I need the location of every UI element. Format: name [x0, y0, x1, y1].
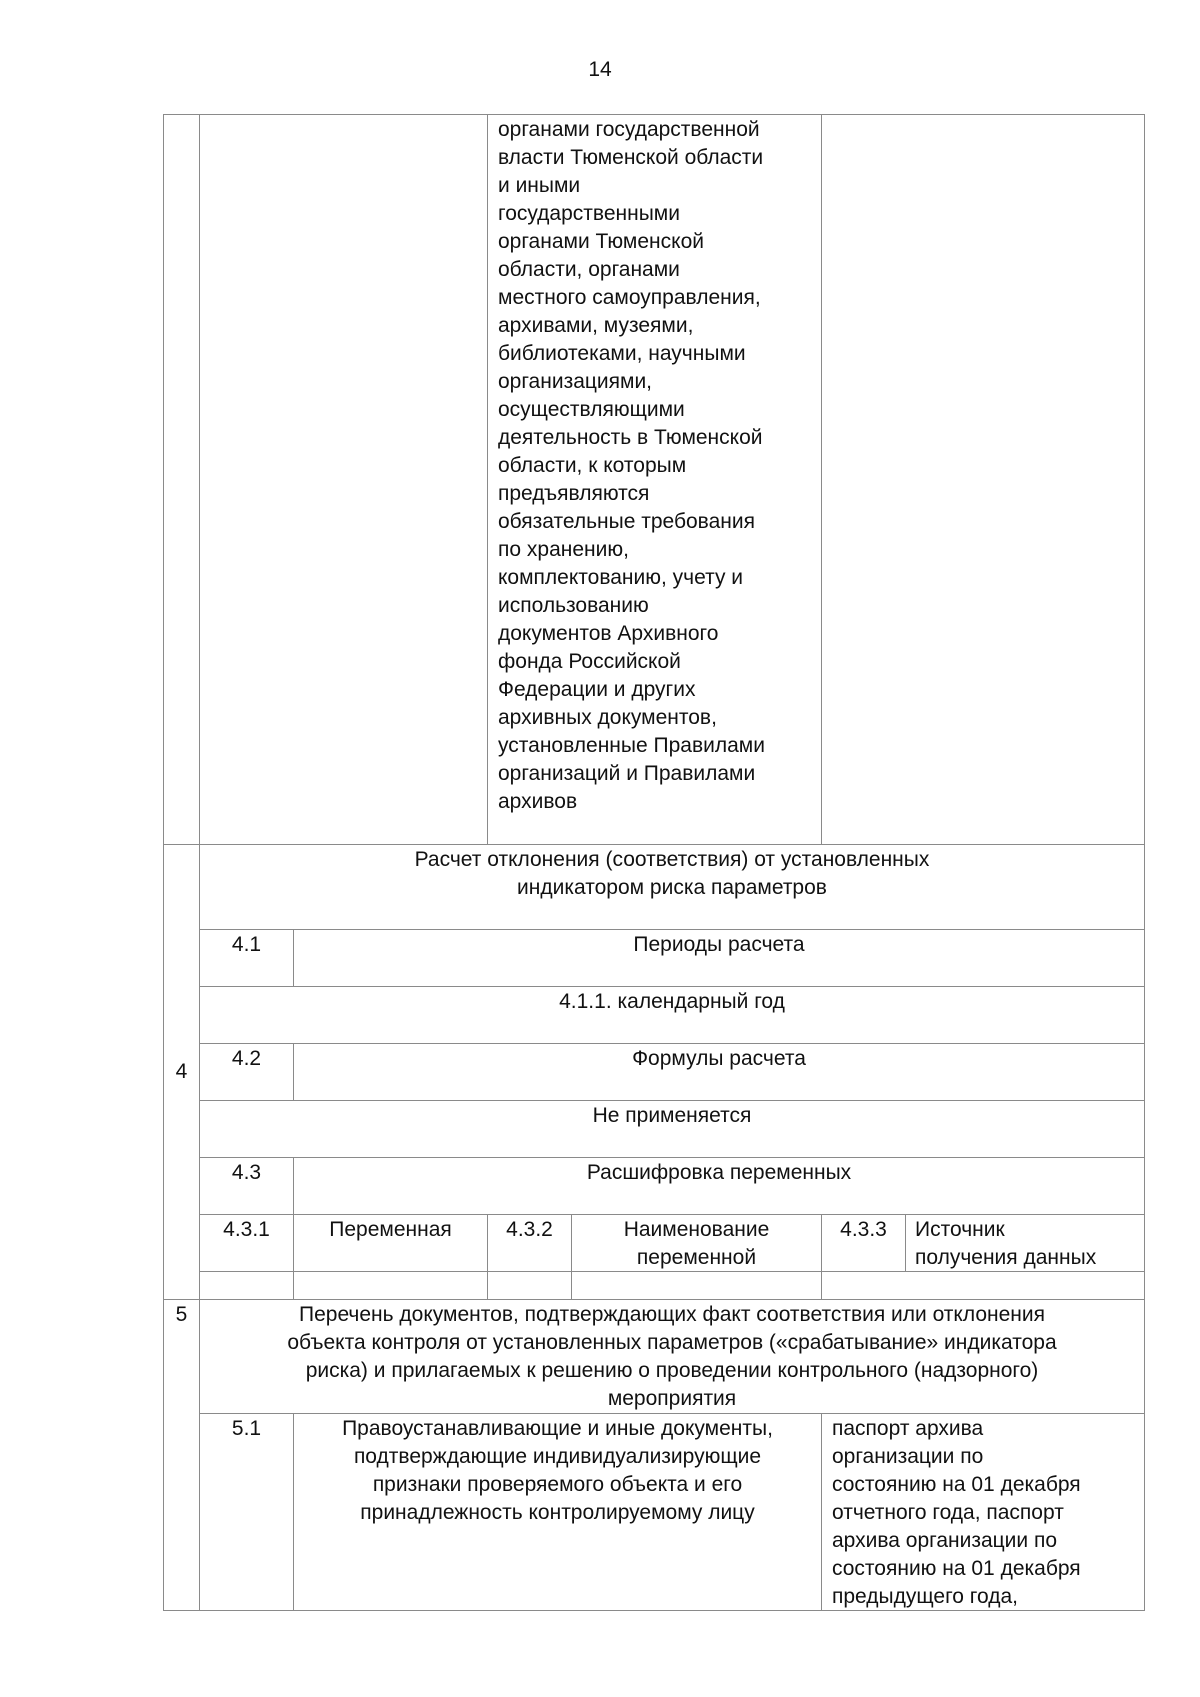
table-right-border: [1144, 114, 1145, 1611]
row51-value-divider: [821, 1413, 822, 1611]
row43-bottom: [199, 1214, 1145, 1215]
row51-value: паспорт архива организации по состоянию на 01 декабря отчетного года, паспорт архива организации по состоянию на 01 декабря предыдущего года,: [832, 1417, 1081, 1608]
row42-label: Формулы расчета: [632, 1047, 806, 1070]
row51-label: Правоустанавливающие и иные документы, подтверждающие индивидуализирующие признаки проверяемого объекта и его принадлежность контролируемому лицу: [342, 1417, 773, 1524]
row3-col-divider-b: [821, 114, 822, 844]
vars-divider-5: [905, 1214, 906, 1271]
var-432-number: 4.3.2: [506, 1218, 553, 1241]
row42-value-bottom: [199, 1157, 1145, 1158]
row3-col-divider-a: [487, 114, 488, 844]
var-433-label: Источник получения данных: [915, 1218, 1097, 1269]
row43-number: 4.3: [231, 1161, 262, 1184]
var-431-label: Переменная: [329, 1218, 452, 1241]
row411-text: 4.1.1. календарный год: [559, 990, 785, 1013]
row4-number: 4: [175, 1060, 188, 1083]
row41-number: 4.1: [231, 933, 262, 956]
table-top-border: [163, 114, 1145, 115]
var-431-number: 4.3.1: [223, 1218, 270, 1241]
row3-continuation-text: органами государственной власти Тюменской области и иными государственными органами Тюменской области, органами местного самоуправления, архивами, музеями, библиотеками, научными организациями, осуществляющими деятельность в Тюменской области, к которым предъявляются обязательные требования по хранению, комплектованию, учету и использованию документов Архивного фонда Российской Федерации и других архивных документов, установленные Правилами организаций и Правилами архивов: [498, 118, 765, 813]
page-number: 14: [588, 58, 612, 81]
row5-number: 5: [175, 1303, 188, 1326]
row42-number: 4.2: [231, 1047, 262, 1070]
table-left-border: [163, 114, 164, 1611]
row4-title-bottom: [199, 929, 1145, 930]
row4-title: Расчет отклонения (соответствия) от установленных индикатором риска параметров: [414, 848, 930, 899]
row4-top-border: [163, 844, 1145, 845]
row43-label: Расшифровка переменных: [586, 1161, 852, 1184]
row41-bottom: [199, 986, 1145, 987]
row51-number: 5.1: [231, 1417, 262, 1440]
row5-title: Перечень документов, подтверждающих факт соответствия или отклонения объекта контроля от установленных параметров («срабатывание» индикатора риска) и прилагаемых к решению о проведении контрольного (надзорного) мероприятия: [287, 1303, 1057, 1410]
row4-bottom-border: [163, 1299, 1145, 1300]
var-432-label: Наименование переменной: [623, 1218, 770, 1269]
row42-bottom: [199, 1100, 1145, 1101]
row411-bottom: [199, 1043, 1145, 1044]
row42-value: Не применяется: [592, 1104, 752, 1127]
var-433-number: 4.3.3: [840, 1218, 887, 1241]
row5-title-bottom: [199, 1413, 1145, 1414]
row41-label: Периоды расчета: [633, 933, 805, 956]
